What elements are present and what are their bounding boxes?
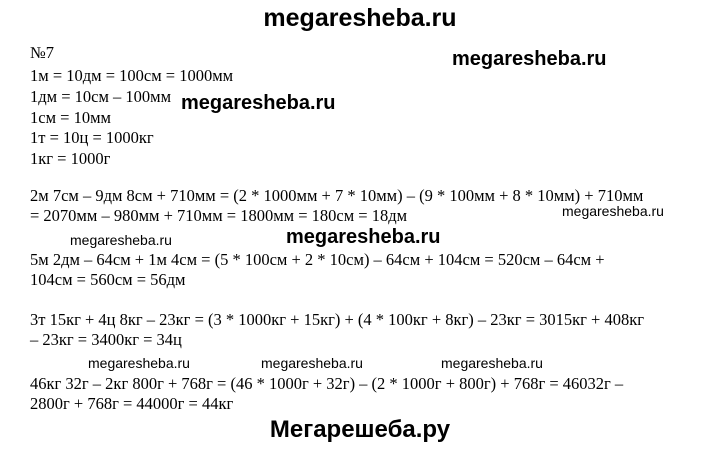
watermark: megaresheba.ru (88, 355, 190, 371)
watermark: megaresheba.ru (70, 232, 172, 248)
unit-line-4: 1т = 10ц = 1000кг (30, 128, 154, 147)
unit-line-5: 1кг = 1000г (30, 149, 111, 168)
watermark: megaresheba.ru (441, 355, 543, 371)
solution-4-line-1: 46кг 32г – 2кг 800г + 768г = (46 * 1000г + 32г) – (2 * 1000г + 800г) + 768г = 46032г – (30, 374, 624, 393)
watermark: megaresheba.ru (452, 48, 607, 70)
solution-2-line-2: 104см = 560см = 56дм (30, 270, 186, 289)
solution-3-line-2: – 23кг = 3400кг = 34ц (30, 330, 182, 349)
solution-3-line-1: 3т 15кг + 4ц 8кг – 23кг = (3 * 1000кг + 15кг) + (4 * 100кг + 8кг) – 23кг = 3015кг + 408кг (30, 310, 644, 329)
solution-1-line-1: 2м 7см – 9дм 8см + 710мм = (2 * 1000мм + 7 * 10мм) – (9 * 100мм + 8 * 10мм) + 710мм (30, 186, 644, 205)
watermark: megaresheba.ru (562, 203, 664, 219)
watermark: megaresheba.ru (286, 226, 441, 248)
solution-2-line-1: 5м 2дм – 64см + 1м 4см = (5 * 100см + 2 * 10см) – 64см + 104см = 520см – 64см + (30, 250, 605, 269)
site-footer: Мегарешеба.ру (269, 416, 451, 443)
task-number: №7 (30, 43, 54, 62)
watermark: megaresheba.ru (181, 92, 336, 114)
unit-line-1: 1м = 10дм = 100см = 1000мм (30, 66, 234, 85)
solution-4-line-2: 2800г + 768г = 44000г = 44кг (30, 394, 234, 413)
solution-1-line-2: = 2070мм – 980мм + 710мм = 1800мм = 180см = 18дм (30, 206, 408, 225)
unit-line-3: 1см = 10мм (30, 108, 111, 127)
site-header: megaresheba.ru (263, 4, 457, 32)
watermark: megaresheba.ru (261, 355, 363, 371)
unit-line-2: 1дм = 10см – 100мм (30, 87, 172, 106)
